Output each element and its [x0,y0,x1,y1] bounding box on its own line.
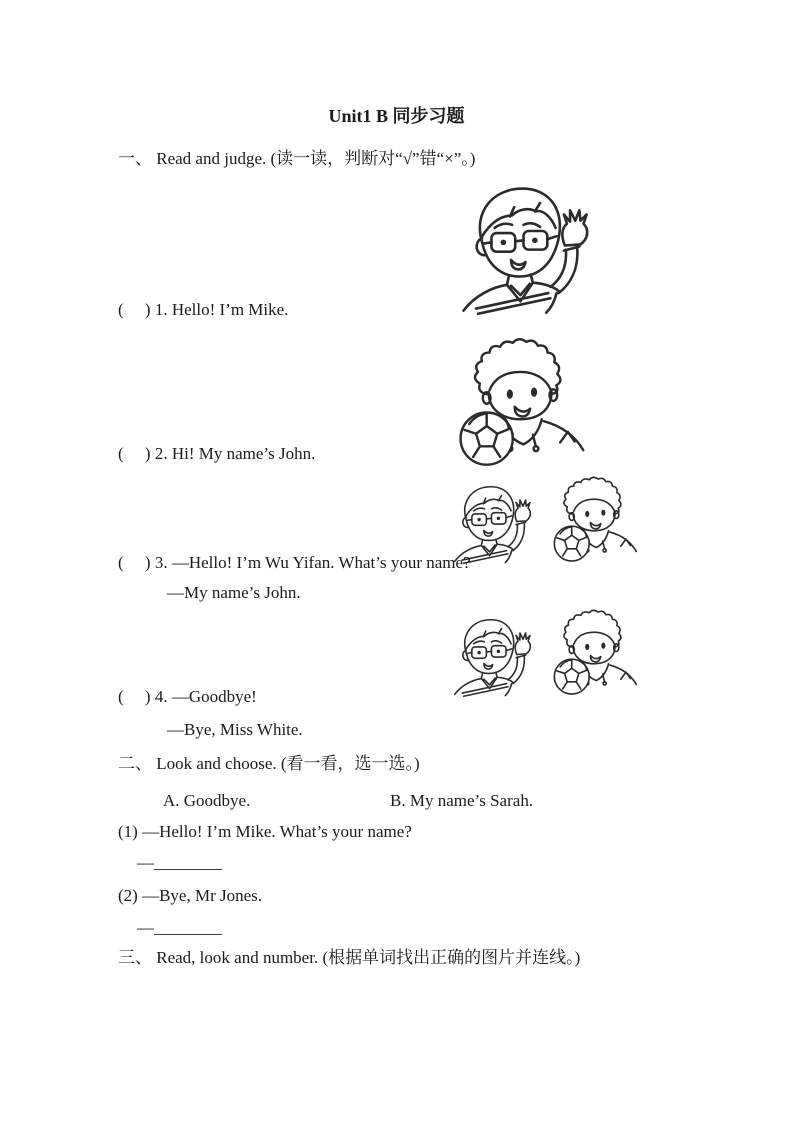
question-4-line2: —Bye, Miss White. [167,720,303,739]
option-a: A. Goodbye. [163,791,251,810]
two-boys-icon [444,470,644,567]
answer-blank-1: —________ [137,853,222,872]
answer-blank-2: —________ [137,918,222,937]
boy-soccer-icon [448,330,593,466]
section-two-header: 二、 Look and choose. (看一看，选一选。) [118,754,420,773]
two-boys-icon [444,603,644,700]
question-1: ( ) 1. Hello! I’m Mike. [118,300,289,319]
section-three-header: 三、 Read, look and number. (根据单词找出正确的图片并连线。) [118,948,581,967]
illustration-boy-soccer [448,330,593,466]
question-4-line1: ( ) 4. —Goodbye! [118,687,257,706]
question-3-line2: —My name’s John. [167,583,301,602]
page-title: Unit1 B 同步习题 [328,106,465,126]
option-b: B. My name’s Sarah. [390,791,534,810]
illustration-boy-waving [448,176,598,316]
illustration-two-boys-2 [444,603,644,700]
section-two-question-2: (2) —Bye, Mr Jones. [118,886,263,905]
question-3-line1: ( ) 3. —Hello! I’m Wu Yifan. What’s your name? [118,553,471,572]
illustration-two-boys-1 [444,470,644,567]
question-2: ( ) 2. Hi! My name’s John. [118,444,316,463]
boy-waving-icon [448,176,598,316]
section-two-question-1: (1) —Hello! I’m Mike. What’s your name? [118,822,412,841]
section-one-header: 一、 Read and judge. (读一读，判断对“√”错“×”。) [118,149,476,168]
